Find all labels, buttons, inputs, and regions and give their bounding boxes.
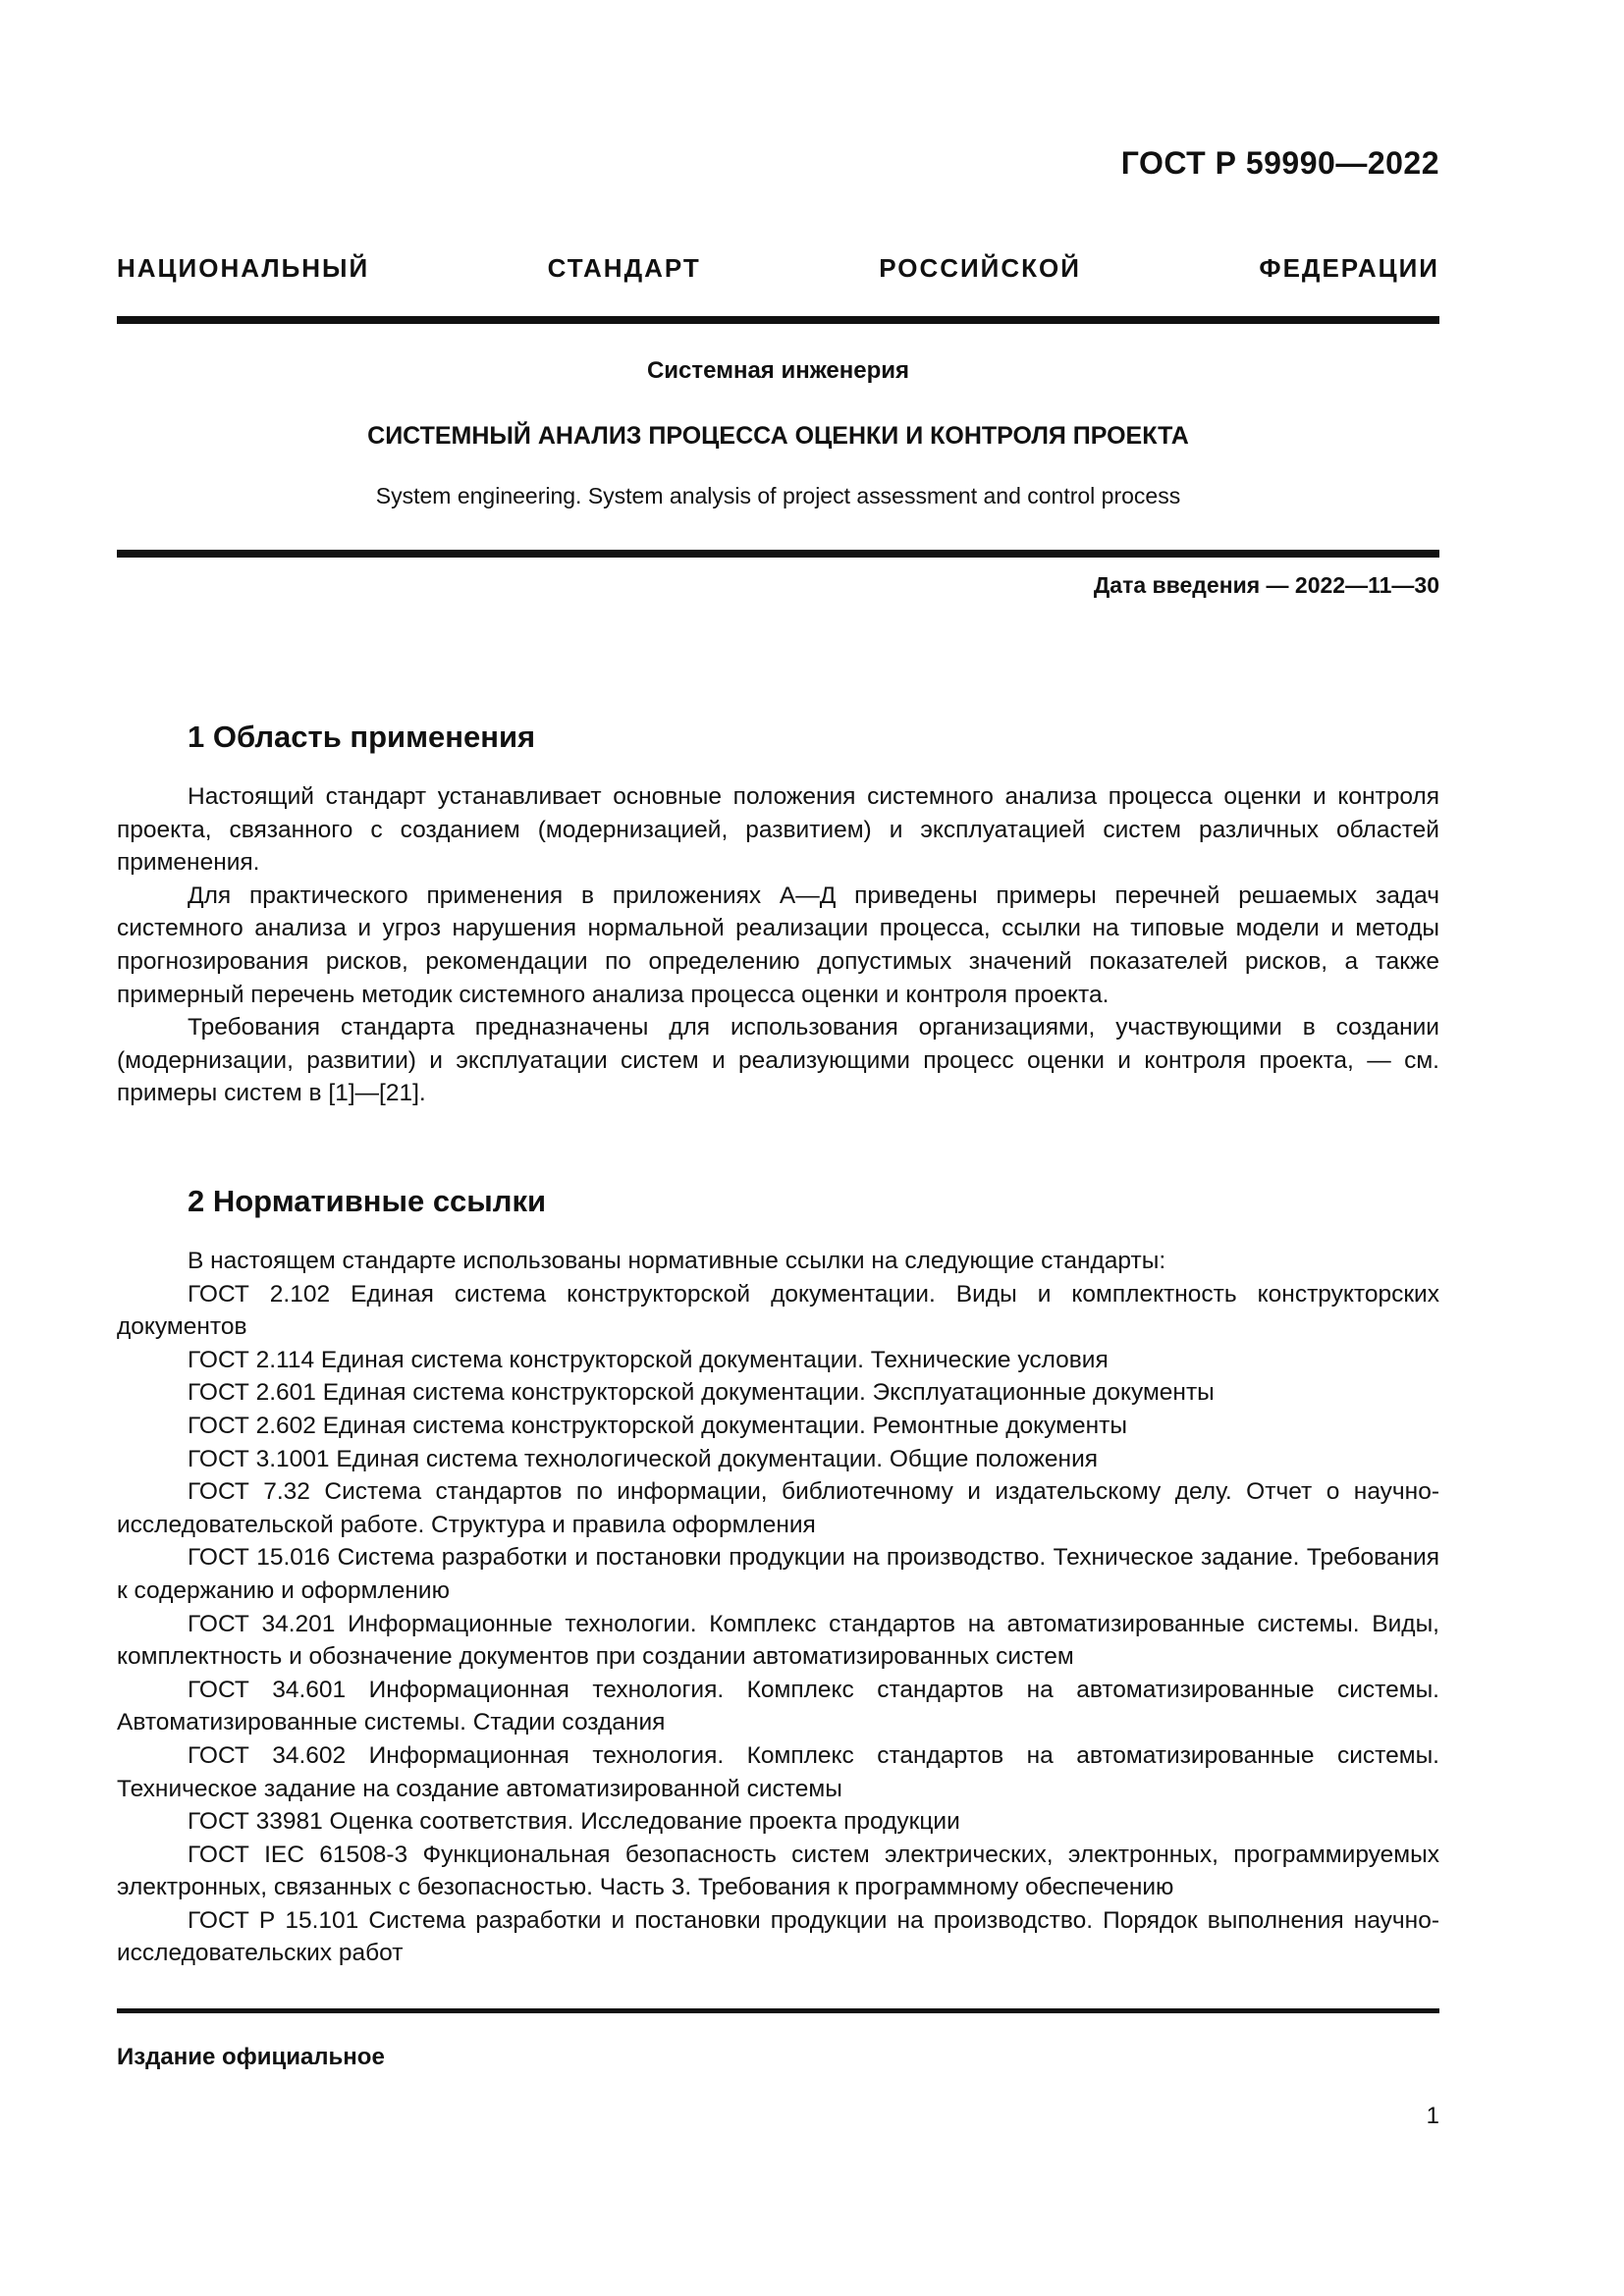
footer-divider: [117, 2008, 1439, 2013]
reference-item: ГОСТ 34.601 Информационная технология. Комплекс стандартов на автоматизированные системы. Автоматизированные системы. Стадии создания: [117, 1676, 1439, 1736]
document-subject: Системная инженерия: [646, 357, 910, 384]
reference-item: ГОСТ 2.601 Единая система конструкторской документации. Эксплуатационные документы: [188, 1379, 1215, 1407]
paragraph: Настоящий стандарт устанавливает основные положения системного анализа процесса оценки и контроля проекта, связанного с созданием (модернизацией, развитием) и эксплуатацией систем различных областей применения.: [117, 783, 1439, 877]
document-title-english: System engineering. System analysis of project assessment and control process: [375, 483, 1181, 508]
document-title: СИСТЕМНЫЙ АНАЛИЗ ПРОЦЕССА ОЦЕНКИ И КОНТРОЛЯ ПРОЕКТА: [367, 422, 1189, 450]
paragraph: В настоящем стандарте использованы нормативные ссылки на следующие стандарты:: [188, 1248, 1166, 1274]
reference-item: ГОСТ 15.016 Система разработки и постановки продукции на производство. Техническое задание. Требования к содержанию и оформлению: [117, 1544, 1439, 1604]
reference-item: ГОСТ 34.602 Информационная технология. Комплекс стандартов на автоматизированные системы. Техническое задание на создание автоматизированной системы: [117, 1741, 1439, 1802]
section-body-scope: [117, 780, 1439, 1110]
official-edition-label: Издание официальное: [117, 2044, 385, 2070]
paragraph: Требования стандарта предназначены для использования организациями, участвующими в создании (модернизации, развитии) и эксплуатации систем и реализующими процесс оценки и контроля проекта, — см. примеры систем в [1]—[21].: [117, 1014, 1439, 1107]
section-heading-scope: 1 Область применения: [188, 720, 536, 754]
section-body-normative-references: [117, 1245, 1439, 1970]
reference-item: ГОСТ IEC 61508-3 Функциональная безопасность систем электрических, электронных, программируемых электронных, связанных с безопасностью. Часть 3. Требования к программному обеспечению: [117, 1841, 1439, 1901]
paragraph: Для практического применения в приложениях А—Д приведены примеры перечней решаемых задач системного анализа и угроз нарушения нормальной реализации процесса, ссылки на типовые модели и методы прогнозирования рисков, рекомендации по определению допустимых значений показателей рисков, а также примерный перечень методик системного анализа процесса оценки и контроля проекта.: [117, 881, 1439, 1008]
reference-item: ГОСТ Р 15.101 Система разработки и постановки продукции на производство. Порядок выполнения научно-исследовательских работ: [117, 1906, 1439, 1967]
title-divider: [117, 550, 1439, 558]
national-standard-banner: НАЦИОНАЛЬНЫЙ СТАНДАРТ РОССИЙСКОЙ ФЕДЕРАЦИИ: [117, 253, 1439, 283]
page-number: 1: [1426, 2103, 1439, 2129]
reference-item: ГОСТ 33981 Оценка соответствия. Исследование проекта продукции: [188, 1808, 960, 1836]
reference-item: ГОСТ 2.114 Единая система конструкторской документации. Технические условия: [188, 1346, 1109, 1373]
reference-item: ГОСТ 3.1001 Единая система технологической документации. Общие положения: [188, 1445, 1099, 1472]
document-page: [117, 0, 1439, 2296]
introduction-date: Дата введения — 2022—11—30: [1093, 572, 1439, 598]
section-heading-normative-references: 2 Нормативные ссылки: [188, 1184, 547, 1218]
header-divider: [117, 316, 1439, 324]
reference-item: ГОСТ 2.102 Единая система конструкторской документации. Виды и комплектность конструкторских документов: [117, 1280, 1439, 1341]
reference-item: ГОСТ 34.201 Информационные технологии. Комплекс стандартов на автоматизированные системы. Виды, комплектность и обозначение документов при создании автоматизированных систем: [117, 1610, 1439, 1671]
document-number: ГОСТ Р 59990—2022: [1120, 145, 1439, 181]
reference-item: ГОСТ 2.602 Единая система конструкторской документации. Ремонтные документы: [188, 1412, 1127, 1439]
reference-item: ГОСТ 7.32 Система стандартов по информации, библиотечному и издательскому делу. Отчет о научно-исследовательской работе. Структура и правила оформления: [117, 1478, 1439, 1538]
